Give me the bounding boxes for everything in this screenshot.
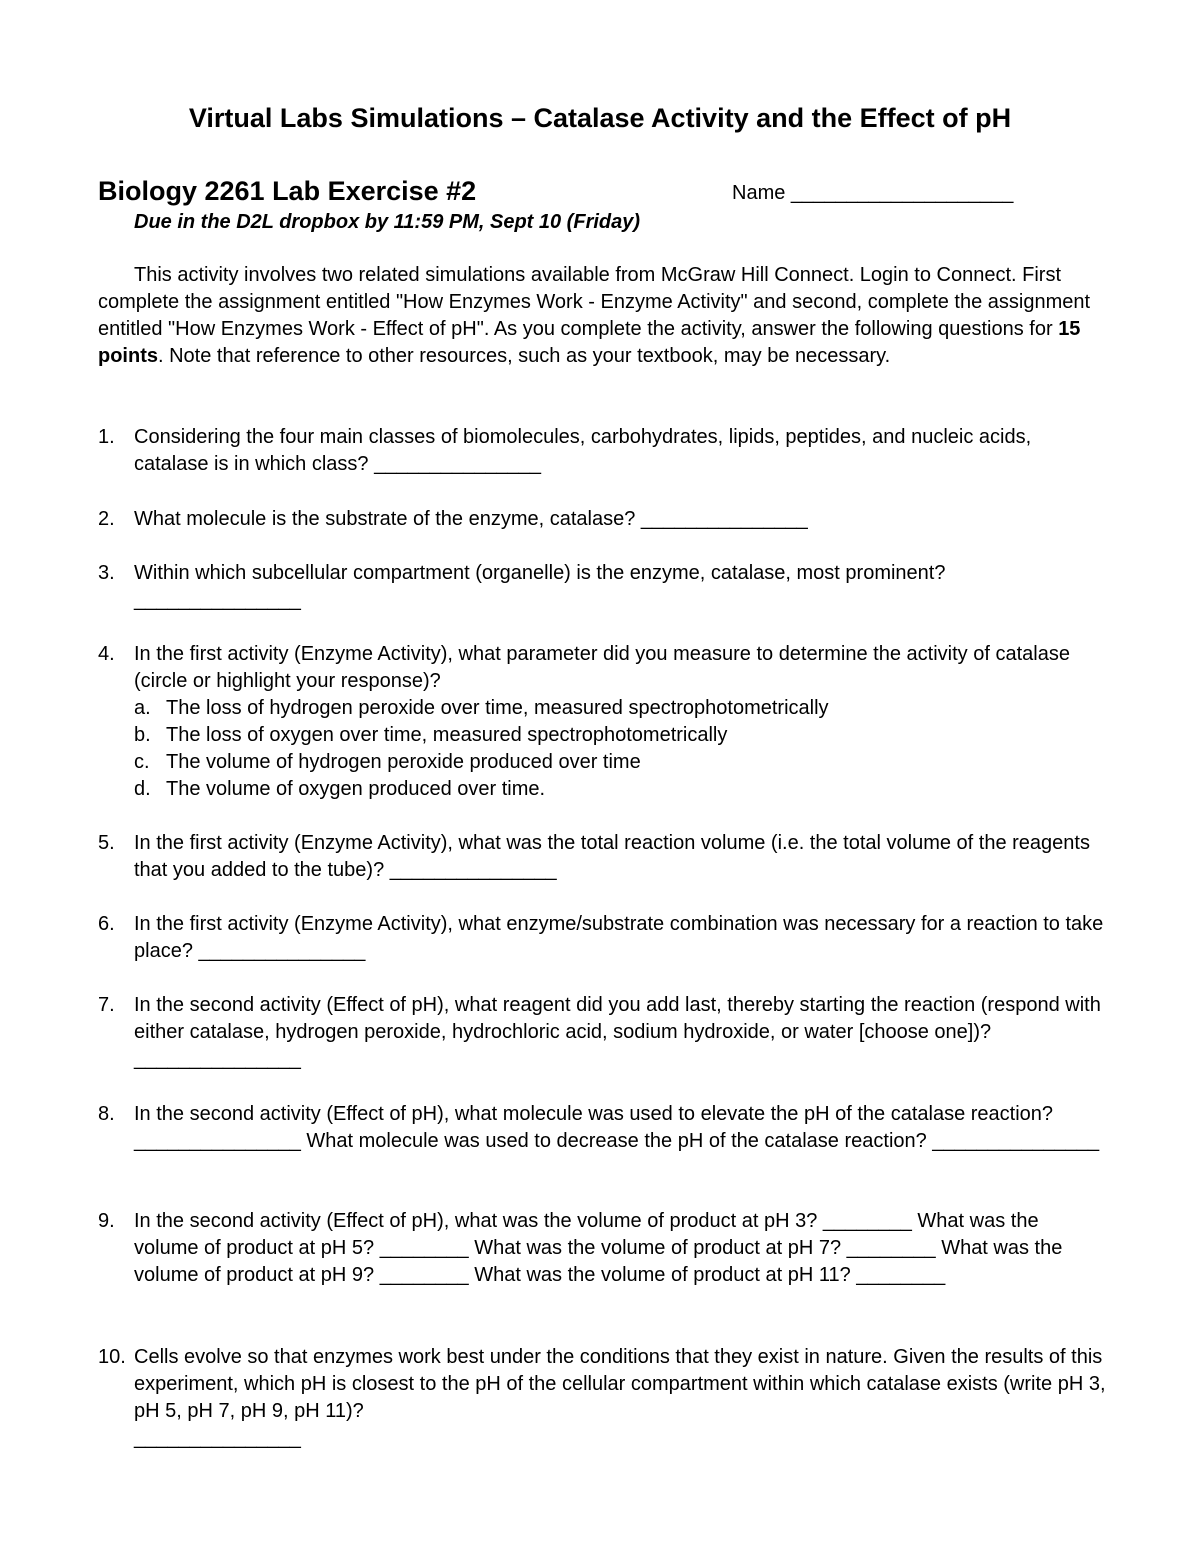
course-title: Biology 2261 Lab Exercise #2: [98, 176, 477, 206]
question-text-body: Cells evolve so that enzymes work best under the conditions that they exist in nature. Given the results of this experiment, which pH is closest to the pH of the cellular compartment within which catalase exists (write pH 3, pH 5, pH 7, pH 9, pH 11)?: [134, 1346, 1106, 1422]
option-text: The loss of hydrogen peroxide over time, measured spectrophotometrically: [166, 697, 829, 719]
question-text: In the second activity (Effect of pH), what molecule was used to elevate the pH of the catalase reaction? _______________ What molecule was used to decrease the pH of the catalase reaction? _______________: [134, 1103, 1100, 1152]
name-field: Name ____________________: [732, 182, 1014, 204]
question-3: [98, 560, 1108, 614]
option-text: The volume of oxygen produced over time.: [166, 778, 546, 800]
question-text: [134, 560, 1108, 614]
question-text: In the second activity (Effect of pH), what reagent did you add last, thereby starting the reaction (respond with either catalase, hydrogen peroxide, hydrochloric acid, sodium hydroxide, or water [choose one])? _______________: [134, 994, 1101, 1070]
intro-paragraph: [98, 262, 1108, 370]
question-text: In the first activity (Enzyme Activity), what was the total reaction volume (i.e. the total volume of the reagents that you added to the tube)? _______________: [134, 832, 1090, 881]
option-letter: c.: [134, 751, 150, 773]
question-text: In the first activity (Enzyme Activity), what parameter did you measure to determine the activity of catalase (circle or highlight your response)?: [134, 643, 1070, 692]
intro-points: 15 points: [98, 318, 1081, 367]
question-number: 10.: [98, 1346, 126, 1368]
question-8: [98, 1101, 1108, 1155]
option-c[interactable]: [134, 749, 1108, 776]
question-text: What molecule is the substrate of the enzyme, catalase? _______________: [134, 508, 808, 530]
question-2: [98, 506, 1108, 533]
option-b[interactable]: [134, 722, 1108, 749]
question-1: [98, 424, 1108, 478]
question-number: 9.: [98, 1210, 115, 1232]
question-number: 5.: [98, 832, 115, 854]
option-text: The loss of oxygen over time, measured spectrophotometrically: [166, 724, 728, 746]
question-number: 8.: [98, 1103, 115, 1125]
page-title: Virtual Labs Simulations – Catalase Activity and the Effect of pH: [188, 103, 1012, 133]
option-text: The volume of hydrogen peroxide produced over time: [166, 751, 641, 773]
question-number: 2.: [98, 508, 115, 530]
answer-blank: _______________: [134, 589, 301, 611]
question-number: 4.: [98, 643, 115, 665]
question-5: [98, 830, 1108, 884]
question-7: [98, 992, 1108, 1073]
header-row: [98, 173, 1108, 213]
option-a[interactable]: [134, 695, 1108, 722]
question-text: [134, 1344, 1108, 1452]
question-6: [98, 911, 1108, 965]
question-number: 7.: [98, 994, 115, 1016]
option-letter: a.: [134, 697, 151, 719]
question-4: [98, 641, 1108, 803]
question-9: [98, 1208, 1108, 1289]
question-text: In the first activity (Enzyme Activity), what enzyme/substrate combination was necessary for a reaction to take place? _______________: [134, 913, 1104, 962]
question-text: Considering the four main classes of biomolecules, carbohydrates, lipids, peptides, and nucleic acids, catalase is in which class? _______________: [134, 426, 1032, 475]
answer-options: [134, 695, 1108, 803]
option-letter: d.: [134, 778, 151, 800]
option-d[interactable]: [134, 776, 1108, 803]
question-number: 6.: [98, 913, 115, 935]
intro-text: This activity involves two related simulations available from McGraw Hill Connect. Login to Connect. First complete the assignment entitled "How Enzymes Work - Enzyme Activity" and second, complete the assignment entitled "How Enzymes Work - Effect of pH". As you complete the activity, answer the following questions for: [98, 264, 1091, 340]
question-text: In the second activity (Effect of pH), what was the volume of product at pH 3? ________ What was the volume of product at pH 5? ________ What was the volume of product at pH 7? ________ What was the volume of product at pH 9? ________ What was the volume of product at pH 11? ________: [134, 1210, 1063, 1286]
question-number: 3.: [98, 562, 115, 584]
answer-blank: _______________: [134, 1427, 301, 1449]
due-date-line: Due in the D2L dropbox by 11:59 PM, Sept 10 (Friday): [134, 211, 641, 233]
question-text-body: Within which subcellular compartment (organelle) is the enzyme, catalase, most prominent?: [134, 562, 946, 584]
intro-text-end: . Note that reference to other resources, such as your textbook, may be necessary.: [158, 345, 891, 367]
question-10: [98, 1344, 1108, 1452]
question-number: 1.: [98, 426, 115, 448]
option-letter: b.: [134, 724, 151, 746]
